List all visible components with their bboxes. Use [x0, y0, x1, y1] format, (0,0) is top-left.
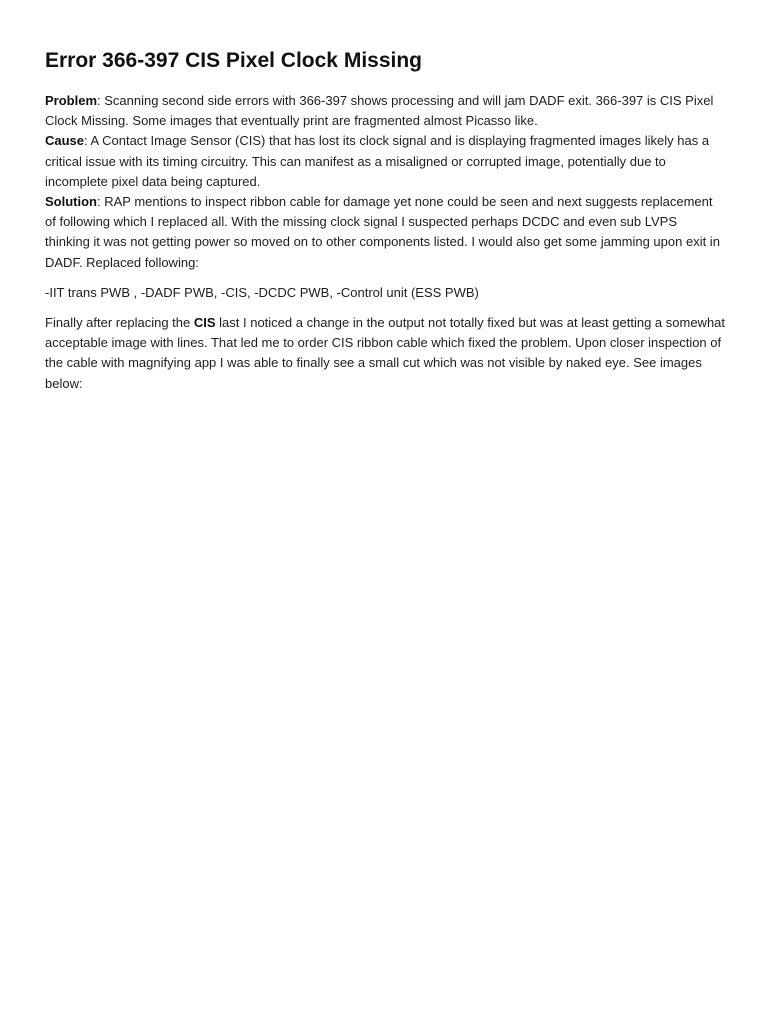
problem-paragraph [45, 91, 725, 131]
finally-text-before: Finally after replacing the [45, 315, 194, 331]
page-title: Error 366-397 CIS Pixel Clock Missing [45, 49, 422, 72]
parts-list: -IIT trans PWB , -DADF PWB, -CIS, -DCDC PWB, -Control unit (ESS PWB) [45, 284, 479, 300]
cause-label: Cause [45, 133, 85, 149]
document-page [45, 44, 725, 394]
finally-paragraph [45, 313, 725, 394]
problem-label: Problem [45, 93, 98, 108]
problem-text: : Scanning second side errors with 366-397 shows processing and will jam DADF exit. 366-397 is CIS Pixel Clock Missing. Some images that eventually print are fragmented almost Picasso like. [45, 93, 714, 129]
solution-paragraph [45, 192, 725, 273]
cause-text: : A Contact Image Sensor (CIS) that has lost its clock signal and is displaying fragmented images likely has a critical issue with its timing circuitry. This can manifest as a misaligned or corrupted image, potentially due to incomplete pixel data being captured. [45, 133, 710, 189]
solution-text: : RAP mentions to inspect ribbon cable for damage yet none could be seen and next suggests replacement of following which I replaced all. With the missing clock signal I suspected perhaps DCDC and even sub LVPS thinking it was not getting power so moved on to other components listed. I would also get some jamming upon exit in DADF. Replaced following: [45, 194, 720, 270]
solution-label: Solution [45, 194, 97, 210]
cause-paragraph [45, 131, 725, 192]
finally-bold-cis: CIS [193, 315, 216, 331]
blank-image-area [45, 400, 725, 980]
finally-text-after: last I noticed a change in the output not totally fixed but was at least getting a somewhat acceptable image with lines. That led me to order CIS ribbon cable which fixed the problem. Upon closer inspection of the cable with magnifying app I was able to finally see a small cut which was not visible by naked eye. See images below: [45, 315, 726, 391]
